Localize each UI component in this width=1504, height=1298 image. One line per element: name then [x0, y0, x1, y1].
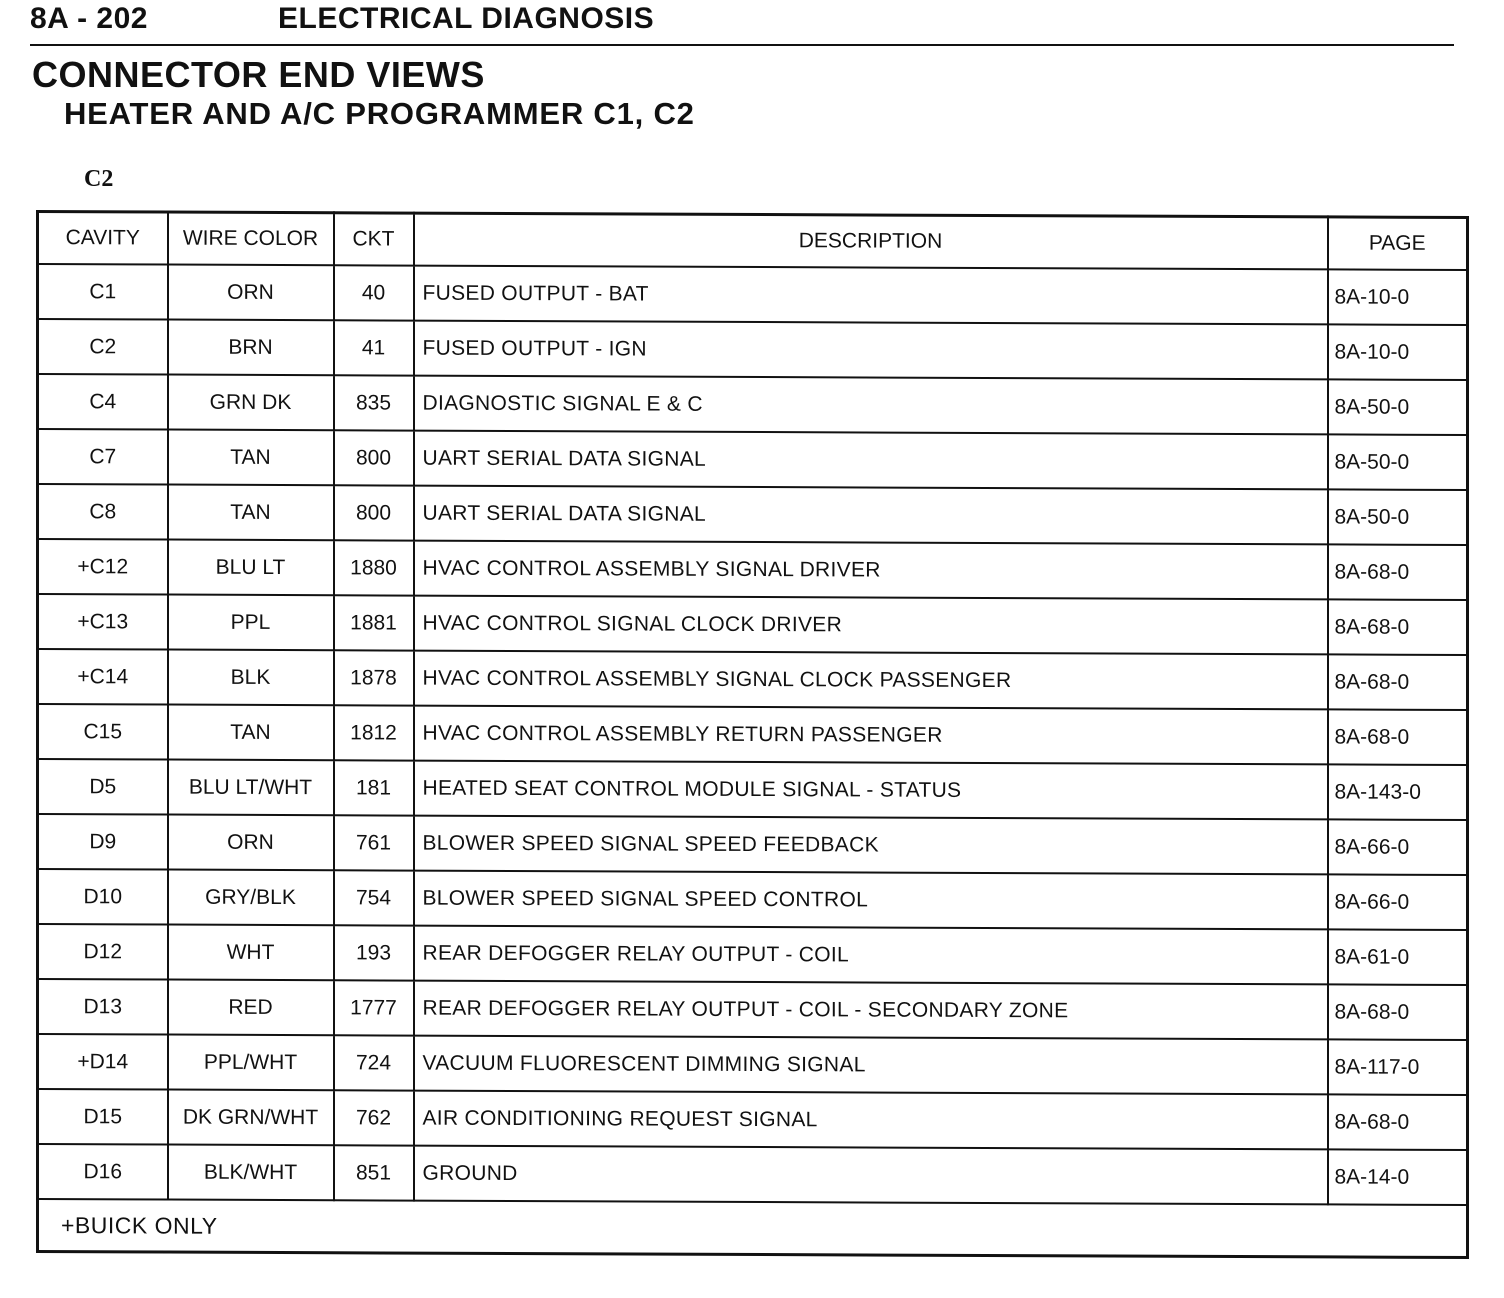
table-row	[38, 1144, 1468, 1205]
cell-description: GROUND	[414, 1146, 1328, 1205]
cell-wire-color: TAN	[168, 485, 334, 541]
cell-cavity: C8	[38, 484, 168, 540]
cell-description: BLOWER SPEED SIGNAL SPEED CONTROL	[414, 871, 1328, 930]
cell-description: HVAC CONTROL ASSEMBLY SIGNAL DRIVER	[414, 541, 1328, 600]
cell-wire-color: BLK	[168, 650, 334, 706]
table-row	[38, 704, 1468, 765]
cell-cavity: C2	[38, 319, 168, 375]
column-header-ckt: CKT	[334, 213, 414, 266]
cell-cavity: C4	[38, 374, 168, 430]
cell-wire-color: BRN	[168, 320, 334, 376]
cell-ckt: 181	[334, 760, 414, 815]
cell-cavity: D12	[38, 924, 168, 980]
cell-ckt: 1812	[334, 705, 414, 760]
cell-page: 8A-68-0	[1328, 599, 1468, 655]
cell-page: 8A-68-0	[1328, 709, 1468, 765]
cell-ckt: 193	[334, 925, 414, 980]
cell-page: 8A-61-0	[1328, 929, 1468, 985]
connector-label: C2	[84, 166, 114, 192]
cavity-table	[36, 210, 1469, 1259]
table-row	[38, 484, 1468, 545]
cell-wire-color: RED	[168, 980, 334, 1036]
table-row	[38, 1089, 1468, 1150]
page-header	[30, 2, 1454, 46]
cell-cavity: +D14	[38, 1034, 168, 1090]
document-title: CONNECTOR END VIEWS	[32, 54, 485, 95]
cell-cavity: C15	[38, 704, 168, 760]
cell-description: UART SERIAL DATA SIGNAL	[414, 486, 1328, 545]
cell-wire-color: DK GRN/WHT	[168, 1090, 334, 1146]
cell-ckt: 1777	[334, 980, 414, 1035]
cell-ckt: 762	[334, 1090, 414, 1145]
cell-ckt: 754	[334, 870, 414, 925]
cell-ckt: 1881	[334, 595, 414, 650]
table-row	[38, 759, 1468, 820]
column-header-page: PAGE	[1328, 217, 1468, 270]
cell-cavity: +C13	[38, 594, 168, 650]
document-subtitle: HEATER AND A/C PROGRAMMER C1, C2	[64, 96, 695, 131]
cell-page: 8A-66-0	[1328, 819, 1468, 875]
cell-page: 8A-14-0	[1328, 1149, 1468, 1205]
footnote: +BUICK ONLY	[38, 1199, 1468, 1257]
cell-description: REAR DEFOGGER RELAY OUTPUT - COIL - SECONDARY ZONE	[414, 981, 1328, 1040]
cell-page: 8A-50-0	[1328, 379, 1468, 435]
page-number: 8A - 202	[30, 2, 148, 35]
cell-description: DIAGNOSTIC SIGNAL E & C	[414, 376, 1328, 435]
table-row	[38, 649, 1468, 710]
cell-description: VACUUM FLUORESCENT DIMMING SIGNAL	[414, 1036, 1328, 1095]
table-row	[38, 319, 1468, 380]
cell-ckt: 761	[334, 815, 414, 870]
cell-cavity: D15	[38, 1089, 168, 1145]
section-header: ELECTRICAL DIAGNOSIS	[278, 2, 655, 35]
table-row	[38, 814, 1468, 875]
cell-wire-color: PPL/WHT	[168, 1035, 334, 1091]
cell-ckt: 851	[334, 1145, 414, 1200]
table-row	[38, 539, 1468, 600]
cell-description: AIR CONDITIONING REQUEST SIGNAL	[414, 1091, 1328, 1150]
cell-page: 8A-68-0	[1328, 1094, 1468, 1150]
cell-cavity: D10	[38, 869, 168, 925]
cell-ckt: 1880	[334, 540, 414, 595]
table-row	[38, 429, 1468, 490]
cell-ckt: 41	[334, 320, 414, 375]
cell-description: BLOWER SPEED SIGNAL SPEED FEEDBACK	[414, 816, 1328, 875]
cell-page: 8A-68-0	[1328, 544, 1468, 600]
table-header-row	[38, 212, 1468, 270]
cell-page: 8A-50-0	[1328, 434, 1468, 490]
cell-ckt: 800	[334, 430, 414, 485]
cell-page: 8A-66-0	[1328, 874, 1468, 930]
cell-description: FUSED OUTPUT - BAT	[414, 266, 1328, 325]
cell-cavity: C1	[38, 264, 168, 320]
cell-wire-color: PPL	[168, 595, 334, 651]
cell-description: HVAC CONTROL SIGNAL CLOCK DRIVER	[414, 596, 1328, 655]
cell-page: 8A-50-0	[1328, 489, 1468, 545]
footnote-row	[38, 1199, 1468, 1257]
cavity-table-wrapper	[36, 210, 1482, 1259]
cell-cavity: D9	[38, 814, 168, 870]
cell-wire-color: GRN DK	[168, 375, 334, 431]
cell-wire-color: BLU LT	[168, 540, 334, 596]
column-header-wire-color: WIRE COLOR	[168, 212, 334, 265]
cell-ckt: 1878	[334, 650, 414, 705]
column-header-cavity: CAVITY	[38, 212, 168, 265]
table-row	[38, 264, 1468, 325]
cell-wire-color: BLK/WHT	[168, 1145, 334, 1201]
cell-page: 8A-68-0	[1328, 654, 1468, 710]
cell-description: HEATED SEAT CONTROL MODULE SIGNAL - STATUS	[414, 761, 1328, 820]
cell-page: 8A-117-0	[1328, 1039, 1468, 1095]
table-row	[38, 979, 1468, 1040]
table-row	[38, 924, 1468, 985]
cell-ckt: 800	[334, 485, 414, 540]
cell-wire-color: TAN	[168, 705, 334, 761]
cell-cavity: C7	[38, 429, 168, 485]
cell-wire-color: WHT	[168, 925, 334, 981]
cell-description: HVAC CONTROL ASSEMBLY SIGNAL CLOCK PASSENGER	[414, 651, 1328, 710]
cell-description: FUSED OUTPUT - IGN	[414, 321, 1328, 380]
cell-wire-color: BLU LT/WHT	[168, 760, 334, 816]
cell-cavity: D13	[38, 979, 168, 1035]
cell-cavity: D5	[38, 759, 168, 815]
cell-cavity: +C12	[38, 539, 168, 595]
cell-description: REAR DEFOGGER RELAY OUTPUT - COIL	[414, 926, 1328, 985]
cell-wire-color: TAN	[168, 430, 334, 486]
cell-wire-color: ORN	[168, 815, 334, 871]
cell-description: HVAC CONTROL ASSEMBLY RETURN PASSENGER	[414, 706, 1328, 765]
cell-cavity: D16	[38, 1144, 168, 1200]
cell-wire-color: ORN	[168, 265, 334, 321]
table-body	[38, 264, 1468, 1205]
cell-wire-color: GRY/BLK	[168, 870, 334, 926]
cell-description: UART SERIAL DATA SIGNAL	[414, 431, 1328, 490]
cell-ckt: 40	[334, 265, 414, 320]
cell-ckt: 724	[334, 1035, 414, 1090]
table-row	[38, 869, 1468, 930]
table-row	[38, 1034, 1468, 1095]
cell-page: 8A-68-0	[1328, 984, 1468, 1040]
cell-page: 8A-143-0	[1328, 764, 1468, 820]
cell-page: 8A-10-0	[1328, 269, 1468, 325]
cell-cavity: +C14	[38, 649, 168, 705]
table-row	[38, 594, 1468, 655]
column-header-description: DESCRIPTION	[414, 213, 1328, 269]
cell-page: 8A-10-0	[1328, 324, 1468, 380]
table-row	[38, 374, 1468, 435]
cell-ckt: 835	[334, 375, 414, 430]
